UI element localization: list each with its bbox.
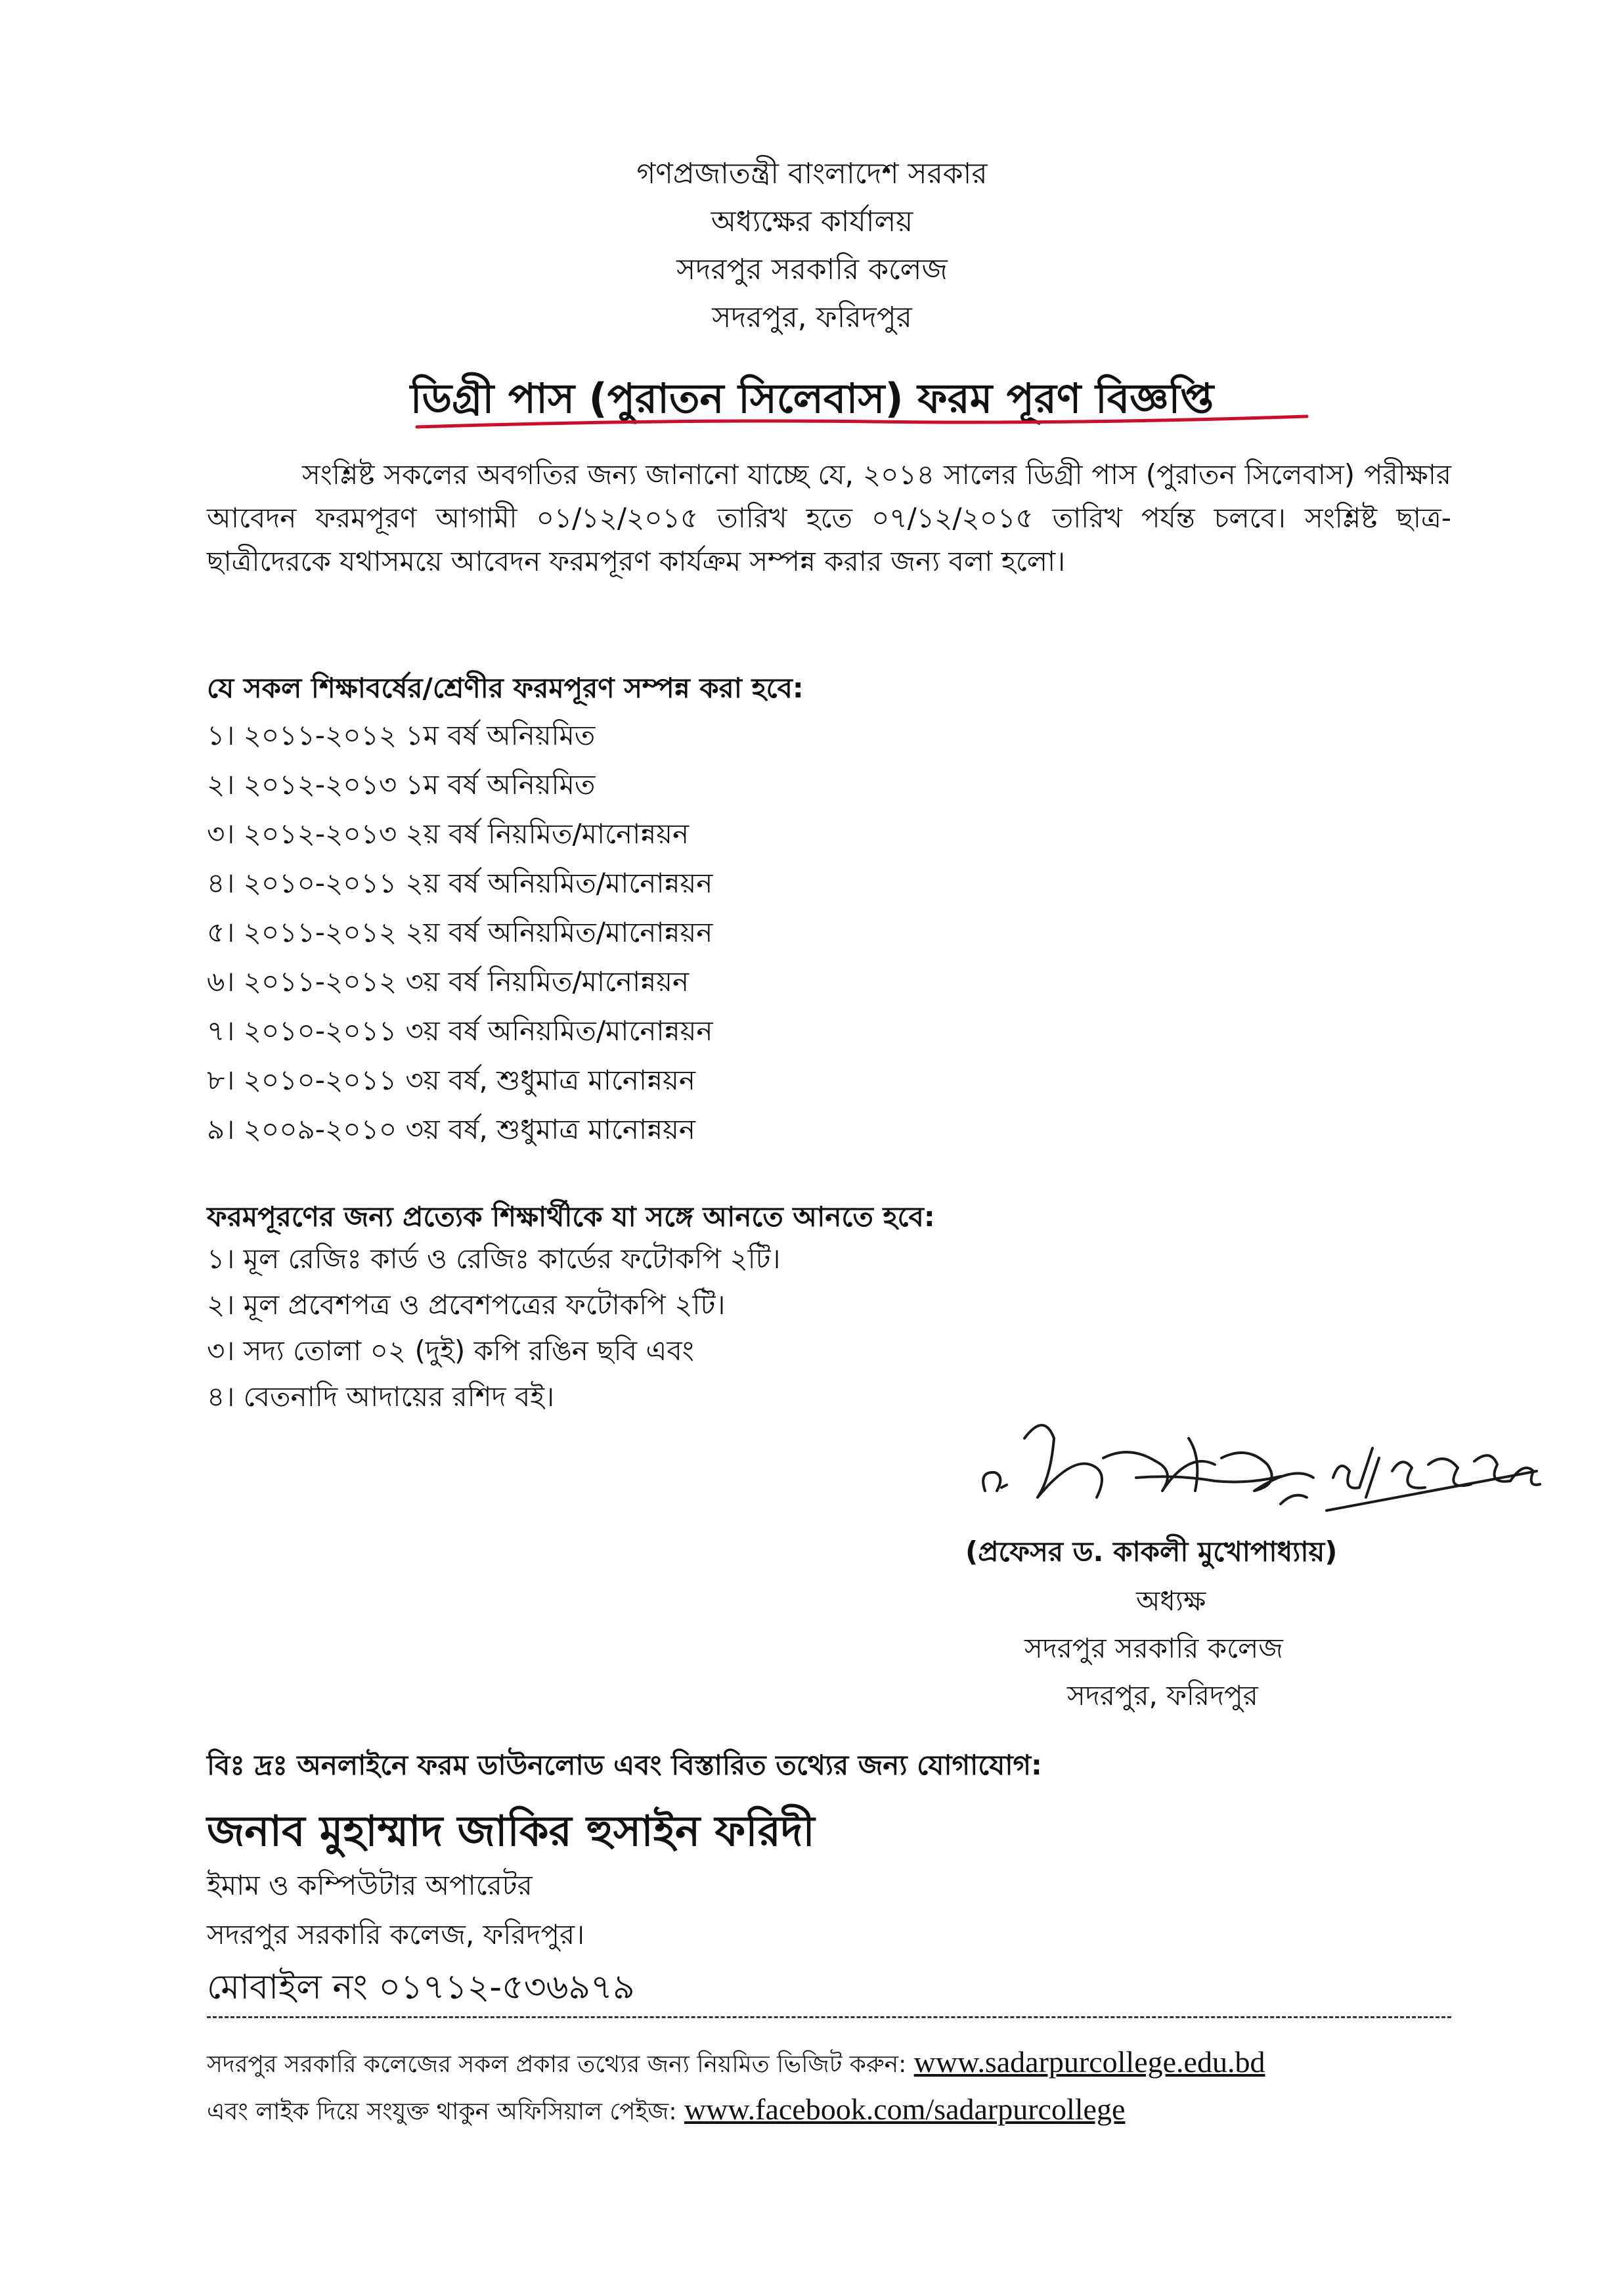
footer-website-text: সদরপুর সরকারি কলেজের সকল প্রকার তথ্যের জন্য নিয়মিত ভিজিট করুন: (207, 2051, 907, 2078)
list-item: ১। মূল রেজিঃ কার্ড ও রেজিঃ কার্ডের ফটোকপি ২টি। (207, 1243, 781, 1275)
contact-institution: সদরপুর সরকারি কলেজ, ফরিদপুর। (207, 1918, 585, 1951)
signatory-name: (প্রফেসর ড. কাকলী মুখোপাধ্যায়) (965, 1535, 1338, 1568)
list-item: ৩। সদ্য তোলা ০২ (দুই) কপি রঙিন ছবি এবং (207, 1335, 694, 1367)
contact-note: বিঃ দ্রঃ অনলাইনে ফরম ডাউনলোড এবং বিস্তারিত তথ্যের জন্য যোগাযোগ: (207, 1749, 1042, 1781)
footer-facebook-text: এবং লাইক দিয়ে সংযুক্ত থাকুন অফিসিয়াল পেইজ: (207, 2098, 677, 2125)
list-item: ৪। ২০১০-২০১১ ২য় বর্ষ অনিয়মিত/মানোন্নয়ন (207, 867, 713, 899)
header-location: সদরপুর, ফরিদপুর (712, 301, 912, 334)
notice-title: ডিগ্রী পাস (পুরাতন সিলেবাস) ফরম পূরণ বিজ্ঞপ্তি (410, 374, 1214, 422)
list-item: ৭। ২০১০-২০১১ ৩য় বর্ষ অনিয়মিত/মানোন্নয়ন (207, 1015, 713, 1047)
office-header (0, 150, 1624, 342)
sessions-heading: যে সকল শিক্ষাবর্ষের/শ্রেণীর ফরমপূরণ সম্পন্ন করা হবে: (207, 672, 804, 704)
website-link[interactable]: www.sadarpurcollege.edu.bd (913, 2045, 1265, 2079)
signatory-location: সদরপুর, ফরিদপুর (1067, 1679, 1258, 1711)
footer-website-line (207, 2044, 1265, 2086)
requirements-heading: ফরমপূরণের জন্য প্রত্যেক শিক্ষার্থীকে যা সঙ্গে আনতে আনতে হবে: (207, 1201, 935, 1233)
facebook-link[interactable]: www.facebook.com/sadarpurcollege (684, 2092, 1126, 2126)
header-government: গণপ্রজাতন্ত্রী বাংলাদেশ সরকার (636, 157, 988, 190)
list-item: ৬। ২০১১-২০১২ ৩য় বর্ষ নিয়মিত/মানোন্নয়ন (207, 965, 690, 998)
list-item: ৫। ২০১১-২০১২ ২য় বর্ষ অনিয়মিত/মানোন্নয়ন (207, 916, 713, 948)
list-item: ৮। ২০১০-২০১১ ৩য় বর্ষ, শুধুমাত্র মানোন্নয়ন (207, 1064, 695, 1096)
requirements-list (207, 1236, 781, 1420)
contact-name: জনাব মুহাম্মাদ জাকির হুসাইন ফরিদী (207, 1807, 815, 1856)
header-college: সদরপুর সরকারি কলেজ (676, 253, 948, 286)
signatory-designation: অধ্যক্ষ (1136, 1585, 1206, 1617)
list-item: ২। ২০১২-২০১৩ ১ম বর্ষ অনিয়মিত (207, 768, 596, 801)
notice-body: সংশ্লিষ্ট সকলের অবগতির জন্য জানানো যাচ্ছে যে, ২০১৪ সালের ডিগ্রী পাস (পুরাতন সিলেবাস) পরীক্ষার আবেদন ফরমপূরণ আগামী ০১/১২/২০১৫ তারিখ হতে ০৭/১২/২০১৫ তারিখ পর্যন্ত চলবে। সংশ্লিষ্ট ছাত্র-ছাত্রীদেরকে যথাসময়ে আবেদন ফরমপূরণ কার্যক্রম সম্পন্ন করার জন্য বলা হলো। (207, 458, 1451, 577)
list-item: ৪। বেতনাদি আদায়ের রশিদ বই। (207, 1380, 555, 1413)
title-underline (414, 412, 1313, 439)
list-item: ২। মূল প্রবেশপত্র ও প্রবেশপত্রের ফটোকপি ২টি। (207, 1289, 726, 1321)
handwritten-signature (939, 1399, 1569, 1543)
contact-mobile: মোবাইল নং ০১৭১২-৫৩৬৯৭৯ (207, 1968, 635, 2007)
signatory-institution: সদরপুর সরকারি কলেজ (1024, 1632, 1283, 1664)
list-item: ১। ২০১১-২০১২ ১ম বর্ষ অনিয়মিত (207, 719, 596, 751)
list-item: ৯। ২০০৯-২০১০ ৩য় বর্ষ, শুধুমাত্র মানোন্নয়ন (207, 1113, 695, 1145)
footer-facebook-line (207, 2092, 1125, 2133)
header-office: অধ্যক্ষের কার্যালয় (711, 205, 913, 238)
dashed-divider (207, 2016, 1451, 2018)
sessions-list (207, 711, 713, 1154)
contact-role: ইমাম ও কম্পিউটার অপারেটর (207, 1869, 533, 1901)
list-item: ৩। ২০১২-২০১৩ ২য় বর্ষ নিয়মিত/মানোন্নয়ন (207, 818, 690, 850)
